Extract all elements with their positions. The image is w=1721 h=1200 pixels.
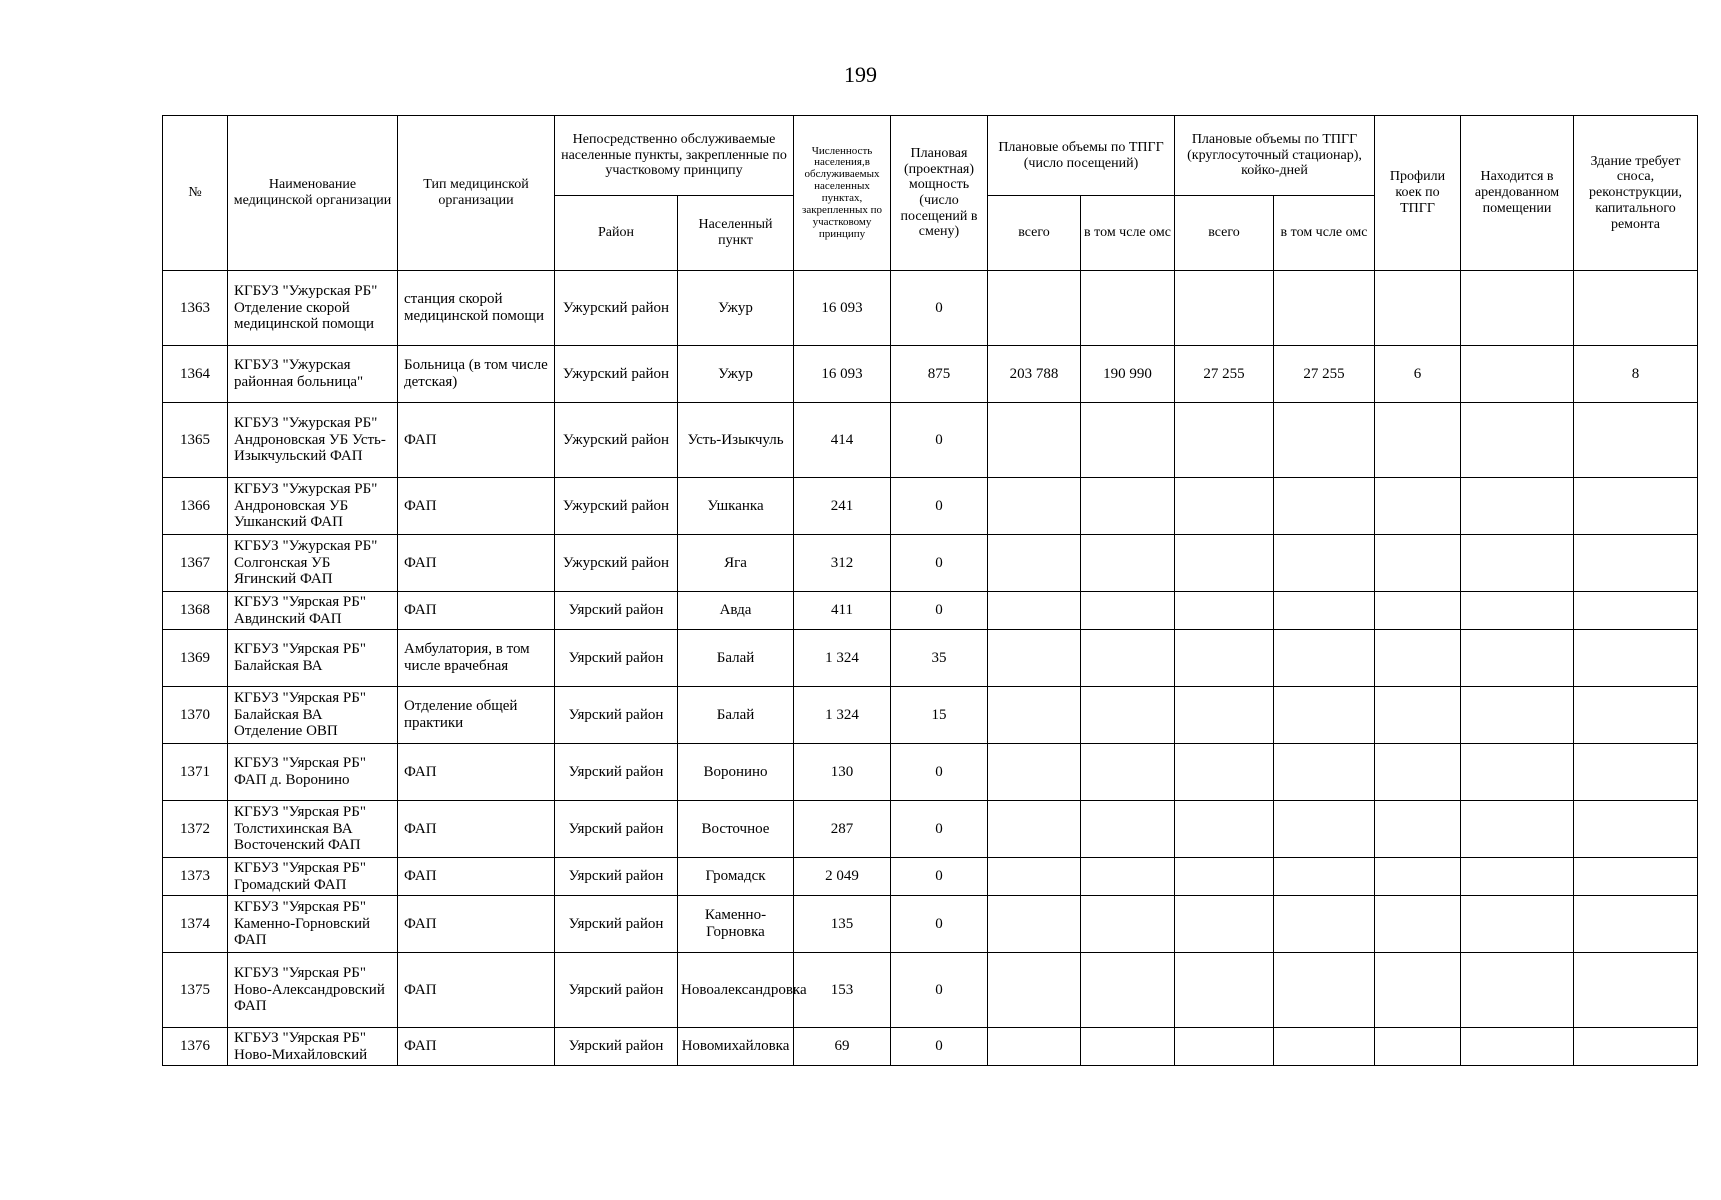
cell-visits-oms	[1081, 630, 1175, 687]
cell-type: ФАП	[398, 403, 555, 478]
cell-rented	[1461, 592, 1574, 630]
cell-visits-total	[988, 953, 1081, 1028]
cell-visits-oms	[1081, 403, 1175, 478]
cell-profiles	[1375, 403, 1461, 478]
cell-name: КГБУЗ "Ужурская районная больница"	[228, 346, 398, 403]
cell-beddays-oms	[1274, 687, 1375, 744]
cell-num: 1369	[163, 630, 228, 687]
cell-district: Ужурский район	[555, 271, 678, 346]
cell-name: КГБУЗ "Уярская РБ" Авдинский ФАП	[228, 592, 398, 630]
cell-rented	[1461, 801, 1574, 858]
header-district: Район	[555, 196, 678, 271]
cell-district: Уярский район	[555, 953, 678, 1028]
cell-demolish	[1574, 630, 1698, 687]
cell-rented	[1461, 858, 1574, 896]
cell-capacity: 0	[891, 896, 988, 953]
cell-beddays-oms	[1274, 744, 1375, 801]
cell-profiles	[1375, 535, 1461, 592]
cell-district: Уярский район	[555, 896, 678, 953]
table-row	[163, 403, 1698, 478]
cell-population: 2 049	[794, 858, 891, 896]
cell-district: Уярский район	[555, 630, 678, 687]
cell-capacity: 0	[891, 403, 988, 478]
cell-beddays-oms	[1274, 630, 1375, 687]
cell-beddays-total	[1175, 535, 1274, 592]
header-visits-oms: в том чсле омс	[1081, 196, 1175, 271]
cell-num: 1367	[163, 535, 228, 592]
header-beddays-total: всего	[1175, 196, 1274, 271]
cell-profiles	[1375, 592, 1461, 630]
cell-visits-oms	[1081, 271, 1175, 346]
cell-type: ФАП	[398, 858, 555, 896]
header-settlement: Населенный пункт	[678, 196, 794, 271]
cell-population: 414	[794, 403, 891, 478]
cell-name: КГБУЗ "Уярская РБ" Балайская ВА	[228, 630, 398, 687]
cell-beddays-total	[1175, 403, 1274, 478]
cell-name: КГБУЗ "Уярская РБ" Каменно-Горновский ФАП	[228, 896, 398, 953]
cell-settlement: Балай	[678, 630, 794, 687]
table-row	[163, 1028, 1698, 1066]
cell-population: 153	[794, 953, 891, 1028]
cell-name: КГБУЗ "Уярская РБ" Балайская ВА Отделение ОВП	[228, 687, 398, 744]
cell-profiles	[1375, 858, 1461, 896]
cell-beddays-oms	[1274, 535, 1375, 592]
cell-visits-oms: 190 990	[1081, 346, 1175, 403]
cell-type: ФАП	[398, 896, 555, 953]
cell-capacity: 875	[891, 346, 988, 403]
cell-profiles	[1375, 953, 1461, 1028]
cell-population: 312	[794, 535, 891, 592]
cell-type: ФАП	[398, 953, 555, 1028]
cell-beddays-oms	[1274, 953, 1375, 1028]
cell-population: 135	[794, 896, 891, 953]
cell-demolish: 8	[1574, 346, 1698, 403]
cell-settlement: Усть-Изыкчуль	[678, 403, 794, 478]
medical-organizations-table	[162, 115, 1698, 1066]
cell-demolish	[1574, 858, 1698, 896]
cell-name: КГБУЗ "Уярская РБ" ФАП д. Воронино	[228, 744, 398, 801]
cell-population: 16 093	[794, 346, 891, 403]
cell-capacity: 0	[891, 271, 988, 346]
cell-name: КГБУЗ "Уярская РБ" Толстихинская ВА Восточенский ФАП	[228, 801, 398, 858]
table-row	[163, 801, 1698, 858]
cell-capacity: 0	[891, 535, 988, 592]
cell-population: 16 093	[794, 271, 891, 346]
cell-beddays-total	[1175, 478, 1274, 535]
cell-capacity: 35	[891, 630, 988, 687]
cell-population: 241	[794, 478, 891, 535]
cell-population: 69	[794, 1028, 891, 1066]
cell-profiles	[1375, 744, 1461, 801]
cell-num: 1364	[163, 346, 228, 403]
cell-name: КГБУЗ "Ужурская РБ" Отделение скорой медицинской помощи	[228, 271, 398, 346]
cell-beddays-total	[1175, 630, 1274, 687]
cell-profiles	[1375, 478, 1461, 535]
table-row	[163, 687, 1698, 744]
header-beddays: Плановые объемы по ТПГГ (круглосуточный стационар), койко-дней	[1175, 116, 1375, 196]
cell-rented	[1461, 271, 1574, 346]
cell-type: ФАП	[398, 801, 555, 858]
cell-demolish	[1574, 801, 1698, 858]
cell-num: 1366	[163, 478, 228, 535]
cell-capacity: 15	[891, 687, 988, 744]
cell-name: КГБУЗ "Ужурская РБ" Андроновская УБ Ушканский ФАП	[228, 478, 398, 535]
cell-name: КГБУЗ "Ужурская РБ" Солгонская УБ Ягинский ФАП	[228, 535, 398, 592]
cell-name: КГБУЗ "Уярская РБ" Ново-Михайловский	[228, 1028, 398, 1066]
header-visits: Плановые объемы по ТПГГ (число посещений)	[988, 116, 1175, 196]
cell-visits-total: 203 788	[988, 346, 1081, 403]
cell-population: 1 324	[794, 687, 891, 744]
cell-profiles: 6	[1375, 346, 1461, 403]
cell-beddays-oms: 27 255	[1274, 346, 1375, 403]
cell-capacity: 0	[891, 592, 988, 630]
header-visits-total: всего	[988, 196, 1081, 271]
header-profiles: Профили коек по ТПГГ	[1375, 116, 1461, 271]
cell-type: ФАП	[398, 744, 555, 801]
cell-profiles	[1375, 630, 1461, 687]
cell-visits-oms	[1081, 535, 1175, 592]
cell-rented	[1461, 535, 1574, 592]
cell-demolish	[1574, 271, 1698, 346]
cell-num: 1363	[163, 271, 228, 346]
cell-profiles	[1375, 1028, 1461, 1066]
table-row	[163, 953, 1698, 1028]
cell-district: Уярский район	[555, 801, 678, 858]
cell-district: Ужурский район	[555, 346, 678, 403]
cell-beddays-total	[1175, 271, 1274, 346]
cell-beddays-total	[1175, 687, 1274, 744]
cell-num: 1368	[163, 592, 228, 630]
cell-settlement: Каменно-Горновка	[678, 896, 794, 953]
cell-population: 1 324	[794, 630, 891, 687]
header-name: Наименование медицинской организации	[228, 116, 398, 271]
cell-visits-oms	[1081, 1028, 1175, 1066]
cell-visits-total	[988, 535, 1081, 592]
cell-visits-total	[988, 801, 1081, 858]
cell-demolish	[1574, 478, 1698, 535]
cell-district: Уярский район	[555, 687, 678, 744]
cell-settlement: Ужур	[678, 271, 794, 346]
cell-visits-oms	[1081, 744, 1175, 801]
cell-district: Уярский район	[555, 592, 678, 630]
cell-district: Уярский район	[555, 1028, 678, 1066]
header-capacity: Плановая (проектная) мощность (число посещений в смену)	[891, 116, 988, 271]
cell-rented	[1461, 687, 1574, 744]
cell-capacity: 0	[891, 801, 988, 858]
cell-settlement: Громадск	[678, 858, 794, 896]
cell-beddays-oms	[1274, 271, 1375, 346]
cell-rented	[1461, 478, 1574, 535]
cell-settlement: Новоалександровка	[678, 953, 794, 1028]
cell-settlement: Ужур	[678, 346, 794, 403]
cell-num: 1375	[163, 953, 228, 1028]
cell-rented	[1461, 896, 1574, 953]
cell-beddays-oms	[1274, 896, 1375, 953]
cell-settlement: Авда	[678, 592, 794, 630]
header-rented: Находится в арендованном помещении	[1461, 116, 1574, 271]
cell-visits-total	[988, 592, 1081, 630]
cell-rented	[1461, 346, 1574, 403]
cell-visits-oms	[1081, 592, 1175, 630]
cell-visits-total	[988, 478, 1081, 535]
cell-visits-oms	[1081, 953, 1175, 1028]
cell-beddays-total: 27 255	[1175, 346, 1274, 403]
header-type: Тип медицинской организации	[398, 116, 555, 271]
cell-district: Уярский район	[555, 858, 678, 896]
cell-visits-total	[988, 630, 1081, 687]
cell-visits-oms	[1081, 801, 1175, 858]
cell-population: 130	[794, 744, 891, 801]
cell-visits-total	[988, 403, 1081, 478]
header-num: №	[163, 116, 228, 271]
table-row	[163, 744, 1698, 801]
cell-demolish	[1574, 953, 1698, 1028]
table-row	[163, 896, 1698, 953]
cell-beddays-oms	[1274, 478, 1375, 535]
cell-rented	[1461, 403, 1574, 478]
cell-settlement: Ушканка	[678, 478, 794, 535]
cell-beddays-total	[1175, 953, 1274, 1028]
cell-beddays-oms	[1274, 801, 1375, 858]
cell-beddays-oms	[1274, 858, 1375, 896]
table-row	[163, 858, 1698, 896]
table-row	[163, 271, 1698, 346]
cell-num: 1370	[163, 687, 228, 744]
cell-visits-total	[988, 687, 1081, 744]
cell-rented	[1461, 953, 1574, 1028]
cell-district: Ужурский район	[555, 535, 678, 592]
cell-demolish	[1574, 535, 1698, 592]
cell-population: 411	[794, 592, 891, 630]
header-served: Непосредственно обслуживаемые населенные пункты, закрепленные по участковому принципу	[555, 116, 794, 196]
table-row	[163, 630, 1698, 687]
cell-population: 287	[794, 801, 891, 858]
cell-num: 1365	[163, 403, 228, 478]
cell-visits-total	[988, 858, 1081, 896]
cell-type: ФАП	[398, 478, 555, 535]
cell-beddays-total	[1175, 858, 1274, 896]
cell-visits-total	[988, 896, 1081, 953]
cell-demolish	[1574, 687, 1698, 744]
cell-beddays-oms	[1274, 1028, 1375, 1066]
cell-settlement: Яга	[678, 535, 794, 592]
cell-beddays-total	[1175, 1028, 1274, 1066]
cell-name: КГБУЗ "Уярская РБ" Громадский ФАП	[228, 858, 398, 896]
cell-profiles	[1375, 801, 1461, 858]
cell-beddays-oms	[1274, 592, 1375, 630]
cell-capacity: 0	[891, 1028, 988, 1066]
cell-beddays-total	[1175, 592, 1274, 630]
cell-settlement: Воронино	[678, 744, 794, 801]
cell-visits-total	[988, 744, 1081, 801]
cell-demolish	[1574, 744, 1698, 801]
cell-settlement: Балай	[678, 687, 794, 744]
cell-visits-oms	[1081, 858, 1175, 896]
cell-demolish	[1574, 403, 1698, 478]
cell-type: станция скорой медицинской помощи	[398, 271, 555, 346]
header-population: Численность населения,в обслуживаемых населенных пунктах, закрепленных по участковому принципу	[794, 116, 891, 271]
cell-district: Ужурский район	[555, 403, 678, 478]
table-row	[163, 592, 1698, 630]
page-number: 199	[844, 62, 877, 87]
cell-district: Ужурский район	[555, 478, 678, 535]
cell-type: ФАП	[398, 1028, 555, 1066]
cell-type: Отделение общей практики	[398, 687, 555, 744]
cell-num: 1372	[163, 801, 228, 858]
cell-beddays-oms	[1274, 403, 1375, 478]
cell-visits-total	[988, 271, 1081, 346]
cell-demolish	[1574, 592, 1698, 630]
cell-name: КГБУЗ "Ужурская РБ" Андроновская УБ Усть-Изыкчульский ФАП	[228, 403, 398, 478]
cell-type: ФАП	[398, 592, 555, 630]
cell-rented	[1461, 744, 1574, 801]
cell-capacity: 0	[891, 744, 988, 801]
header-demolish: Здание требует сноса, реконструкции, капитального ремонта	[1574, 116, 1698, 271]
cell-rented	[1461, 630, 1574, 687]
cell-beddays-total	[1175, 801, 1274, 858]
cell-type: Больница (в том числе детская)	[398, 346, 555, 403]
cell-visits-oms	[1081, 687, 1175, 744]
table-row	[163, 535, 1698, 592]
cell-visits-oms	[1081, 478, 1175, 535]
cell-beddays-total	[1175, 744, 1274, 801]
cell-rented	[1461, 1028, 1574, 1066]
header-beddays-oms: в том чсле омс	[1274, 196, 1375, 271]
cell-profiles	[1375, 896, 1461, 953]
table-row	[163, 478, 1698, 535]
cell-capacity: 0	[891, 478, 988, 535]
cell-num: 1374	[163, 896, 228, 953]
table-row	[163, 346, 1698, 403]
cell-beddays-total	[1175, 896, 1274, 953]
cell-profiles	[1375, 687, 1461, 744]
cell-type: Амбулатория, в том числе врачебная	[398, 630, 555, 687]
cell-num: 1371	[163, 744, 228, 801]
cell-name: КГБУЗ "Уярская РБ" Ново-Александровский ФАП	[228, 953, 398, 1028]
cell-settlement: Новомихайловка	[678, 1028, 794, 1066]
cell-settlement: Восточное	[678, 801, 794, 858]
cell-district: Уярский район	[555, 744, 678, 801]
cell-visits-total	[988, 1028, 1081, 1066]
cell-num: 1373	[163, 858, 228, 896]
cell-profiles	[1375, 271, 1461, 346]
cell-demolish	[1574, 1028, 1698, 1066]
cell-visits-oms	[1081, 896, 1175, 953]
cell-capacity: 0	[891, 953, 988, 1028]
cell-capacity: 0	[891, 858, 988, 896]
cell-demolish	[1574, 896, 1698, 953]
cell-type: ФАП	[398, 535, 555, 592]
cell-num: 1376	[163, 1028, 228, 1066]
